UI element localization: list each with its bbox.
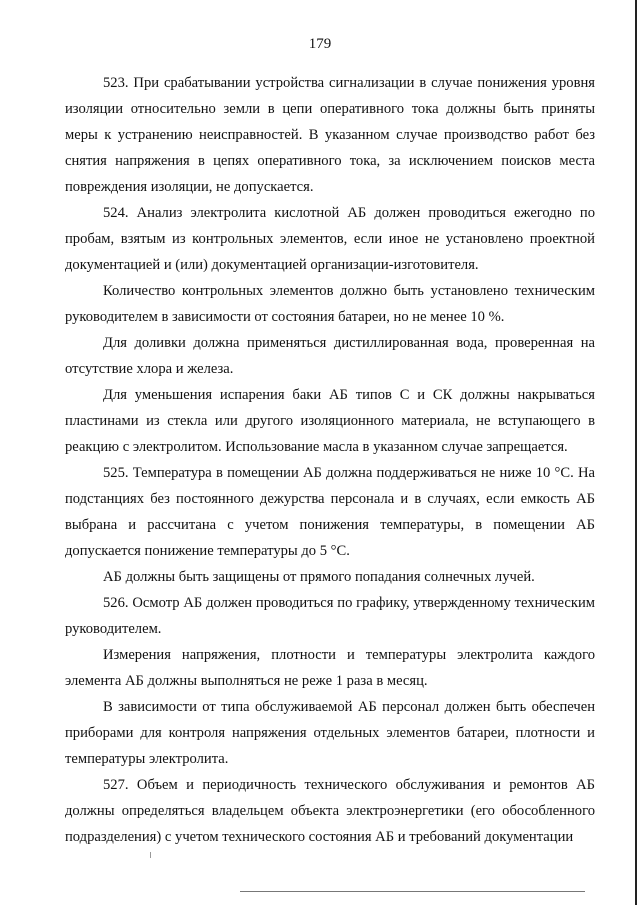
paragraph-525: 525. Температура в помещении АБ должна поддерживаться не ниже 10 °С. На подстанциях без постоянного дежурства персонала и в случаях, если емкость АБ выбрана и рассчитана с учетом понижения температуры, в помещении АБ допускается понижение температуры до 5 °С. — [65, 465, 595, 559]
page-number: 179 — [308, 36, 332, 52]
paragraph-523: 523. При срабатывании устройства сигнализации в случае понижения уровня изоляции относительно земли в цепи оперативного тока должны быть приняты меры к устранению неисправностей. В указанном случае производство работ без снятия напряжения в цепях оперативного тока, за исключением поисков места повреждения изоляции, не допускается. — [65, 75, 595, 195]
paragraph-evaporation: Для уменьшения испарения баки АБ типов С и СК должны накрываться пластинами из стекла или другого изоляционного материала, не вступающего в реакцию с электролитом. Использование масла в указанном случае запрещается. — [65, 387, 595, 455]
scan-edge-line — [635, 0, 637, 905]
paragraph-sunlight: АБ должны быть защищены от прямого попадания солнечных лучей. — [103, 569, 535, 585]
paragraph-524: 524. Анализ электролита кислотной АБ должен проводиться ежегодно по пробам, взятым из контрольных элементов, если иное не установлено проектной документацией и (или) документацией организации-изготовителя. — [65, 205, 595, 273]
paragraph-527: 527. Объем и периодичность технического обслуживания и ремонтов АБ должны определяться владельцем объекта электроэнергетики (его обособленного подразделения) с учетом технического состояния АБ и требований документации — [65, 777, 595, 845]
document-body — [65, 70, 595, 850]
paragraph-526: 526. Осмотр АБ должен проводиться по графику, утвержденному техническим руководителем. — [65, 595, 595, 637]
paragraph-measurements: Измерения напряжения, плотности и температуры электролита каждого элемента АБ должны выполняться не реже 1 раза в месяц. — [65, 647, 595, 689]
scan-speck — [150, 852, 151, 858]
paragraph-control-elements: Количество контрольных элементов должно быть установлено техническим руководителем в зависимости от состояния батареи, но не менее 10 %. — [65, 283, 595, 325]
paragraph-distilled-water: Для доливки должна применяться дистиллированная вода, проверенная на отсутствие хлора и железа. — [65, 335, 595, 377]
paragraph-instruments: В зависимости от типа обслуживаемой АБ персонал должен быть обеспечен приборами для контроля напряжения отдельных элементов батареи, плотности и температуры электролита. — [65, 699, 595, 767]
scan-bottom-line — [240, 891, 585, 892]
